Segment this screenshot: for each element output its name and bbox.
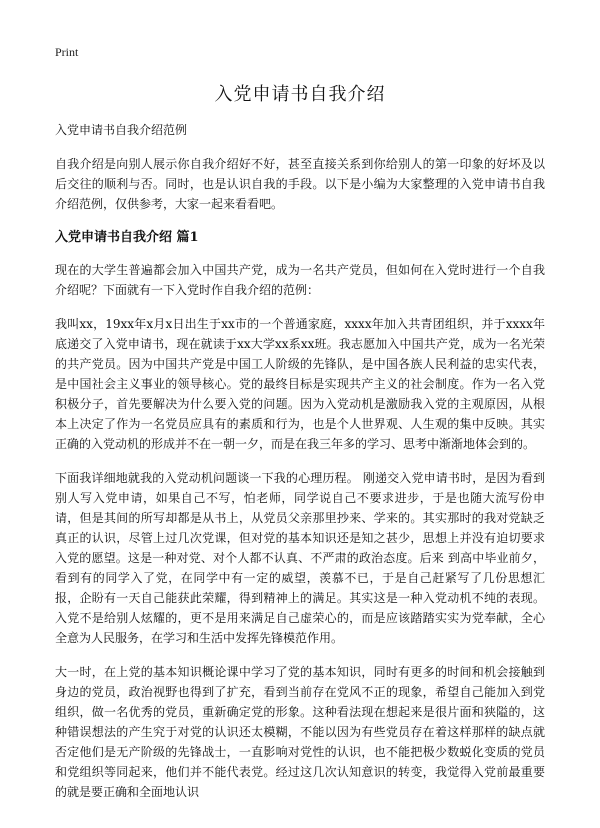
document-body bbox=[55, 120, 545, 816]
section-heading: 入党申请书自我介绍 篇1 bbox=[55, 230, 199, 245]
intro-paragraph: 自我介绍是向别人展示你自我介绍好不好，甚至直接关系到你给别人的第一印象的好坏及以后交往的顺利与否。同时，也是认识自我的手段。以下是小编为大家整理的入党申请书自我介绍范例，仅供参考，大家一起来看看吧。 bbox=[55, 157, 545, 211]
print-link[interactable]: Print bbox=[55, 45, 79, 59]
body-paragraph-4: 大一时，在上党的基本知识概论课中学习了党的基本知识，同时有更多的时间和机会接触到身边的党员，政治视野也得到了扩充，看到当前存在党风不正的现象，希望自己能加入到党组织，做一名优秀的党员，重新确定党的形象。这种看法现在想起来是很片面和狭隘的，这种错误想法的产生究于对党的认识还太模糊，不能以因为有些党员存在着这样那样的缺点就否定他们是无产阶级的先锋战士，一直影响对党性的认识，也不能把极少数蜕化变质的党员和党组织等同起来，他们并不能代表党。经过这几次认知意识的转变，我觉得入党前最重要的就是要正确和全面地认识 bbox=[55, 665, 545, 799]
document-subtitle: 入党申请书自我介绍范例 bbox=[55, 123, 188, 137]
body-paragraph-1: 现在的大学生普遍都会加入中国共产党，成为一名共产党员，但如何在入党时进行一个自我介绍呢？下面就有一下入党时作自我介绍的范例： bbox=[55, 263, 545, 297]
page-title: 入党申请书自我介绍 bbox=[214, 84, 386, 105]
body-paragraph-2: 我叫xx，19xx年x月x日出生于xx市的一个普通家庭，xxxx年加入共青团组织，并于xxxx年底递交了入党申请书，现在就读于xx大学xx系xx班。我志愿加入中国共产党，成为一名光荣的共产党员。因为中国共产党是中国工人阶级的先锋队，是中国各族人民利益的忠实代表，是中国社会主义事业的领导核心。党的最终目标是实现共产主义的社会制度。作为一名入党积极分子，首先要解决为什么要入党的问题。因为入党动机是激励我入党的主观原因，从根本上决定了作为一名党员应具有的素质和行为，也是个人世界观、人生观的集中反映。其实正确的入党动机的形成并不在一朝一夕，而是在我三年多的学习、思考中渐渐地体会到的。 bbox=[55, 317, 545, 451]
body-paragraph-3: 下面我详细地就我的入党动机问题谈一下我的心理历程。 刚递交入党申请书时，是因为看到别人写入党申请，如果自己不写，怕老师，同学说自己不要求进步，于是也随大流写份申请，但是其间的所写却都是从书上，从党员父亲那里抄来、学来的。其实那时的我对党缺乏真正的认识，尽管上过几次党课，但对党的基本知识还是知之甚少，思想上并没有迫切要求入党的愿望。这是一种对党、对个人都不认真、不严肃的政治态度。后来 到高中毕业前夕，看到有的同学入了党，在同学中有一定的威望，羡慕不已，于是自己赶紧写了几份思想汇报，企盼有一天自己能获此荣耀，得到精神上的满足。其实这是一种入党动机不纯的表现。入党不是给别人炫耀的，更不是用来满足自己虚荣心的，而是应该踏踏实实为党奉献，全心全意为人民服务，在学习和生活中发挥先锋模范作用。 bbox=[55, 471, 545, 645]
